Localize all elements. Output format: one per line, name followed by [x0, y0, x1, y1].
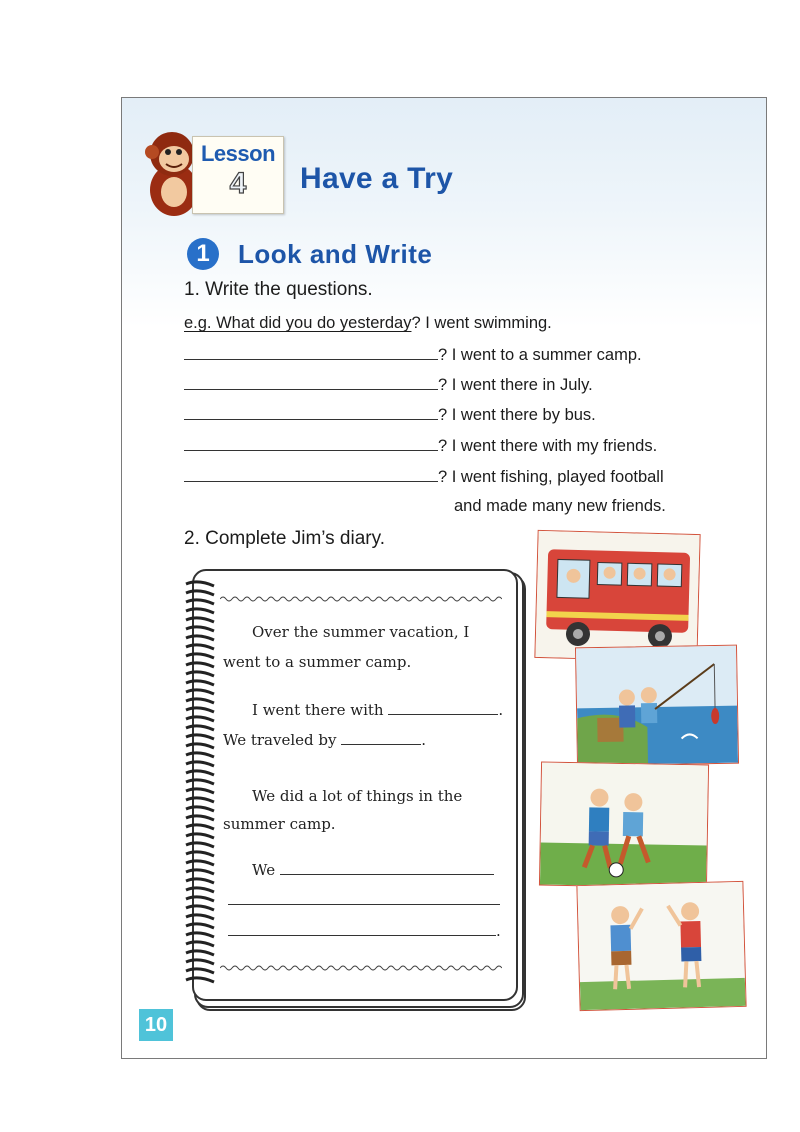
- answer-text: ? I went there in July.: [438, 376, 593, 394]
- lesson-card: [192, 136, 284, 214]
- answer-blank[interactable]: [184, 375, 438, 390]
- diary-punct: .: [421, 731, 427, 749]
- section-number-badge: 1: [187, 238, 219, 270]
- wavy-divider-icon: [220, 964, 502, 972]
- question-row: [184, 345, 642, 365]
- diary-punct: .: [496, 922, 501, 940]
- lesson-label: Lesson: [200, 141, 276, 166]
- bus-picture-icon: [534, 530, 700, 662]
- answer-text: ? I went to a summer camp.: [438, 346, 642, 364]
- example-row: [184, 314, 552, 333]
- answer-blank[interactable]: [184, 467, 438, 482]
- diary-blank[interactable]: [388, 702, 498, 715]
- diary-line: Over the summer vacation, I: [252, 623, 470, 641]
- diary-line: [252, 701, 503, 719]
- diary-blank-line[interactable]: [228, 904, 500, 905]
- diary-line: went to a summer camp.: [223, 653, 412, 671]
- question-row: [184, 436, 657, 456]
- page-title: Have a Try: [300, 162, 454, 195]
- answer-text: ? I went there by bus.: [438, 406, 596, 424]
- example-answer: ? I went swimming.: [411, 314, 552, 332]
- friends-picture-icon: [576, 881, 746, 1011]
- question-row: [184, 405, 596, 425]
- diary-blank-line[interactable]: [228, 935, 496, 936]
- example-question: e.g. What did you do yesterday: [184, 314, 412, 332]
- question-row: [184, 467, 664, 487]
- diary-text: I went there with: [252, 701, 384, 719]
- diary-line: We did a lot of things in the: [252, 787, 463, 805]
- diary-text: We: [252, 861, 276, 879]
- diary-line: [252, 861, 494, 879]
- diary-text: We traveled by: [223, 731, 337, 749]
- answer-continuation: and made many new friends.: [454, 497, 666, 515]
- diary-punct: .: [498, 701, 504, 719]
- football-picture-icon: [539, 762, 709, 889]
- answer-blank[interactable]: [184, 405, 438, 420]
- answer-text: ? I went fishing, played football: [438, 468, 664, 486]
- answer-text: ? I went there with my friends.: [438, 437, 658, 455]
- wavy-divider-icon: [220, 595, 502, 603]
- diary-line: summer camp.: [223, 815, 336, 833]
- diary-blank[interactable]: [341, 732, 421, 745]
- answer-blank[interactable]: [184, 436, 438, 451]
- page-number: 10: [139, 1009, 173, 1041]
- fishing-picture-icon: [575, 645, 739, 767]
- section-title: Look and Write: [238, 239, 433, 269]
- spiral-binding-icon: [184, 580, 218, 990]
- textbook-page: [121, 97, 767, 1059]
- lesson-number: 4: [229, 167, 247, 200]
- question-row: [184, 375, 593, 395]
- diary-heading: 2. Complete Jim’s diary.: [184, 528, 385, 549]
- questions-heading: 1. Write the questions.: [184, 279, 373, 300]
- answer-blank[interactable]: [184, 345, 438, 360]
- diary-blank[interactable]: [280, 862, 494, 875]
- diary-line: [223, 731, 426, 749]
